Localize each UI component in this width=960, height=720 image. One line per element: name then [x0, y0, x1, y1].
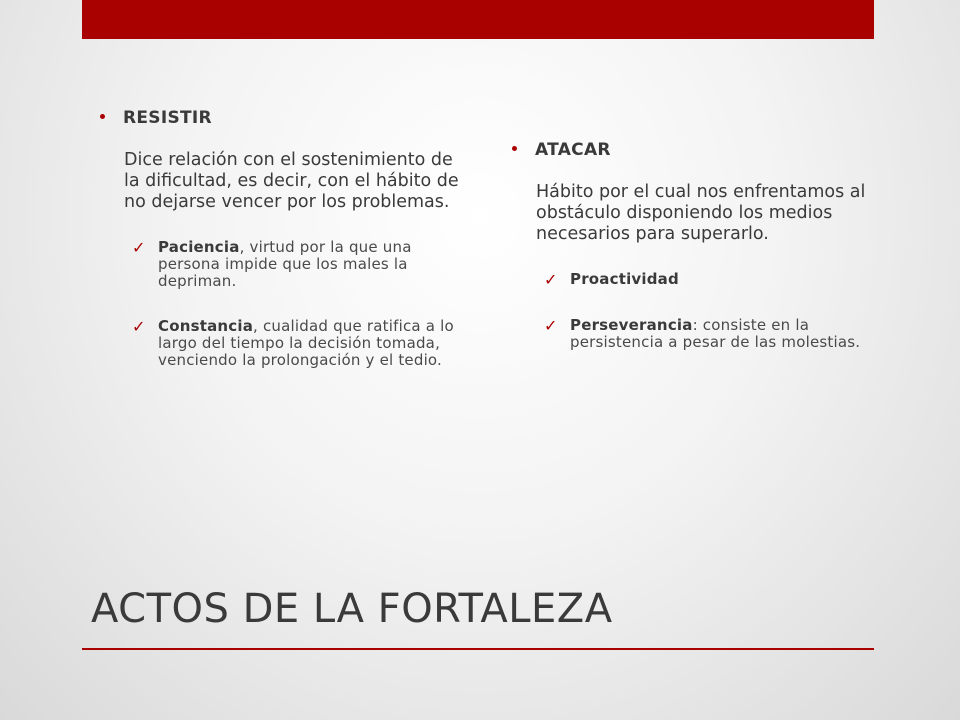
resistir-checklist	[132, 239, 470, 369]
slide-title: ACTOS DE LA FORTALEZA	[91, 586, 613, 632]
resistir-heading-row	[100, 108, 470, 128]
atacar-heading-row	[512, 140, 882, 160]
title-underline	[82, 648, 874, 650]
resistir-heading: RESISTIR	[123, 108, 212, 128]
checklist-item-text	[158, 318, 470, 369]
atacar-checklist	[544, 271, 882, 351]
checklist-item-text	[158, 239, 470, 290]
checklist-item	[132, 239, 470, 290]
checklist-item-text	[570, 271, 679, 288]
checkmark-icon: ✓	[132, 317, 146, 336]
checkmark-icon: ✓	[544, 270, 558, 289]
atacar-column	[512, 140, 882, 379]
checkmark-icon: ✓	[544, 316, 558, 335]
checklist-item-description: consiste en la persistencia a pesar de las molestias.	[570, 316, 861, 351]
checklist-item-term: Proactividad	[570, 270, 679, 288]
atacar-heading: ATACAR	[535, 140, 611, 160]
checklist-item-description: cualidad que ratifica a lo largo del tiempo la decisión tomada, venciendo la prolongación y el tedio.	[158, 317, 454, 369]
resistir-column	[100, 108, 470, 397]
checklist-item-separator: ,	[253, 317, 259, 335]
top-accent-bar	[82, 0, 874, 39]
checklist-item-term: Constancia	[158, 317, 254, 335]
checklist-item-term: Paciencia	[158, 238, 240, 256]
checklist-item-term: Perseverancia	[570, 316, 693, 334]
checklist-item	[544, 317, 882, 351]
checkmark-icon: ✓	[132, 238, 146, 257]
checklist-item	[544, 271, 882, 289]
checklist-item-description: virtud por la que una persona impide que los males la depriman.	[158, 238, 412, 290]
atacar-description: Hábito por el cual nos enfrentamos al obstáculo disponiendo los medios necesarios para superarlo.	[536, 182, 866, 244]
checklist-item-separator: :	[692, 316, 698, 334]
checklist-item-separator: ,	[239, 238, 245, 256]
bullet-dot-icon	[100, 114, 105, 119]
resistir-description: Dice relación con el sostenimiento de la dificultad, es decir, con el hábito de no dejarse vencer por los problemas.	[124, 150, 459, 212]
checklist-item-text	[570, 317, 882, 351]
bullet-dot-icon	[512, 146, 517, 151]
checklist-item	[132, 318, 470, 369]
